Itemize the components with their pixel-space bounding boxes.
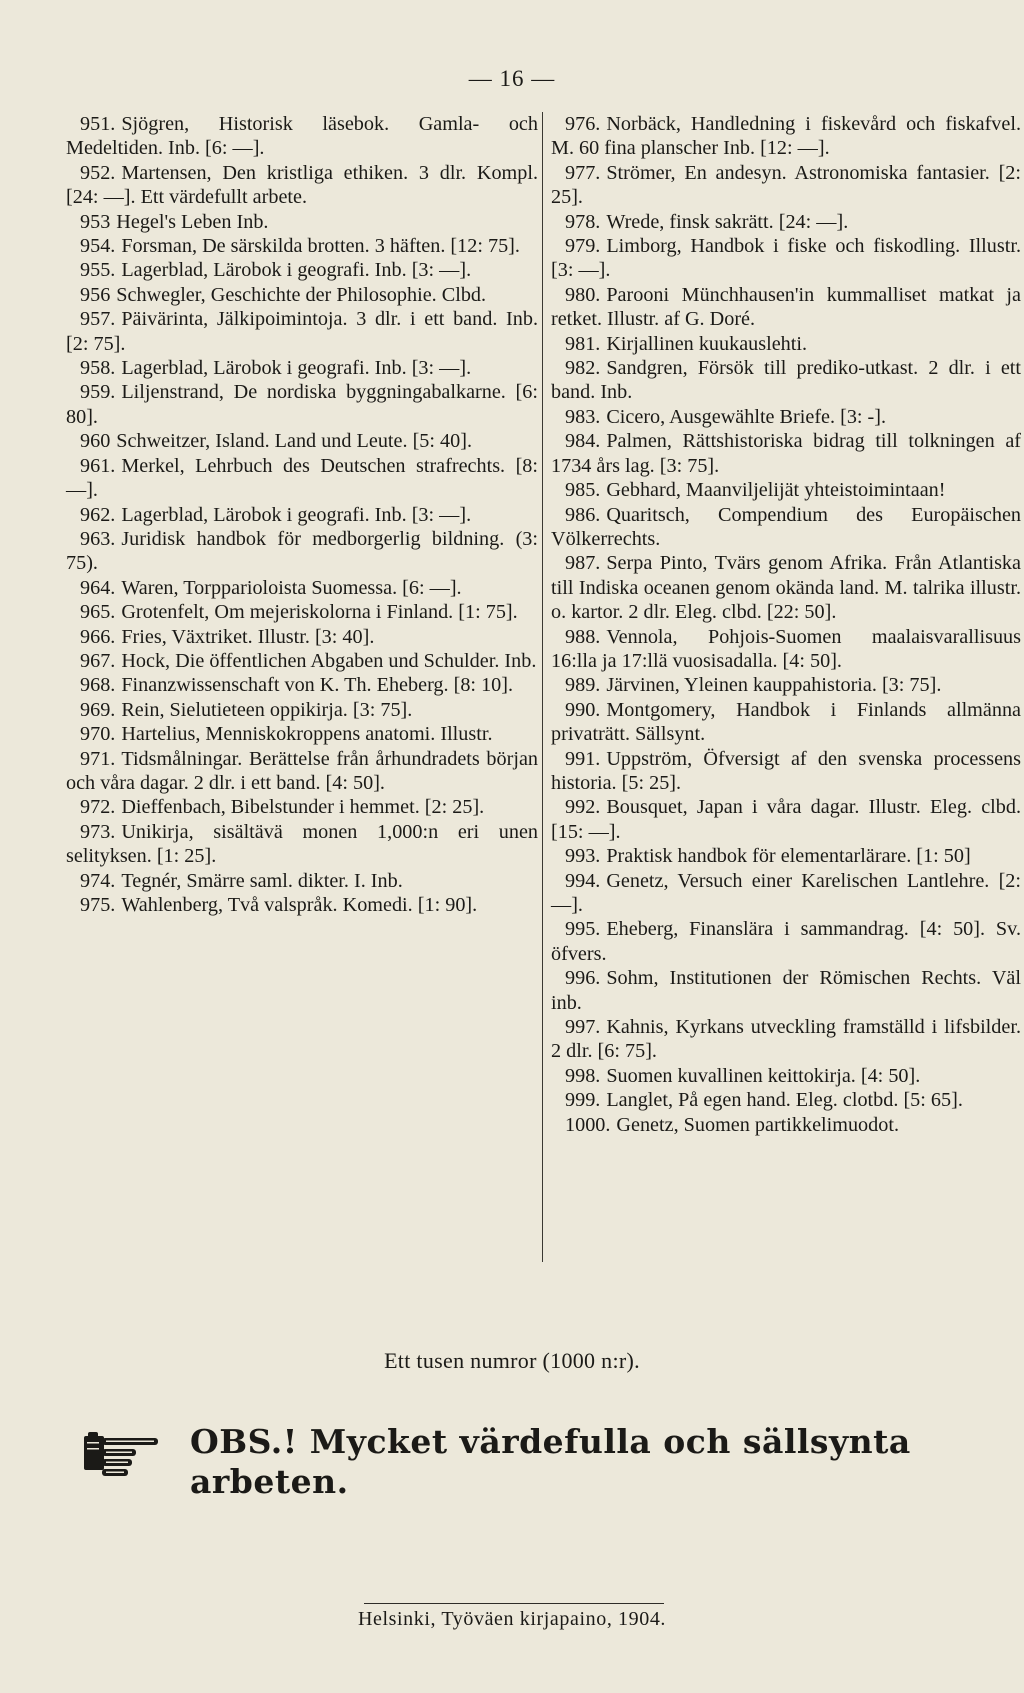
right-column bbox=[551, 112, 1021, 1137]
entry-text: Praktisk handbok för elementarlärare. [1: 50] bbox=[606, 845, 971, 868]
entry-number: 986. bbox=[565, 503, 601, 526]
entry-text: Grotenfelt, Om mejeriskolorna i Finland. [1: 75]. bbox=[121, 601, 518, 624]
entry-text: Limborg, Handbok i fiske och fiskodling. Illustr. [3: —]. bbox=[551, 235, 1021, 282]
catalog-entry bbox=[551, 869, 1021, 918]
entry-text: Uppström, Öfversigt af den svenska processens historia. [5: 25]. bbox=[551, 747, 1021, 794]
catalog-entry bbox=[66, 380, 538, 429]
catalog-entry bbox=[551, 966, 1021, 1015]
entry-number: 982. bbox=[565, 357, 601, 380]
catalog-entry bbox=[66, 747, 538, 796]
catalog-entry bbox=[66, 600, 538, 624]
entry-text: Lagerblad, Lärobok i geografi. Inb. [3: —]. bbox=[121, 259, 472, 282]
entry-number: 958. bbox=[80, 357, 116, 380]
entry-number: 957. bbox=[80, 308, 116, 331]
entry-number: 960 bbox=[80, 430, 111, 453]
entry-text: Quaritsch, Compendium des Europäischen Völkerrechts. bbox=[551, 503, 1021, 550]
catalog-entry bbox=[551, 234, 1021, 283]
entry-number: 999. bbox=[565, 1089, 601, 1112]
entry-text: Lagerblad, Lärobok i geografi. Inb. [3: —]. bbox=[121, 503, 472, 526]
left-column bbox=[66, 112, 538, 917]
entry-text: Tidsmålningar. Berättelse från århundradets början och våra dagar. 2 dlr. i ett band. [4: 50]. bbox=[66, 747, 538, 794]
entry-number: 968. bbox=[80, 674, 116, 697]
entry-number: 959. bbox=[80, 381, 116, 404]
catalog-entry bbox=[551, 283, 1021, 332]
entry-text: Eheberg, Finanslära i sammandrag. [4: 50]. Sv. öfvers. bbox=[551, 918, 1021, 965]
entry-number: 963. bbox=[80, 527, 116, 550]
catalog-entry bbox=[66, 820, 538, 869]
entry-text: Suomen kuvallinen keittokirja. [4: 50]. bbox=[606, 1064, 921, 1087]
entry-number: 974. bbox=[80, 869, 116, 892]
catalog-entry bbox=[551, 917, 1021, 966]
entry-number: 971. bbox=[80, 747, 116, 770]
entry-number: 1000. bbox=[565, 1113, 611, 1136]
entry-number: 989. bbox=[565, 674, 601, 697]
catalog-summary: Ett tusen numror (1000 n:r). bbox=[384, 1348, 640, 1373]
entry-text: Serpa Pinto, Tvärs genom Afrika. Från Atlantiska till Indiska oceanen genom okända land. M. talrika illustr. o. kartor. 2 dlr. Eleg. clbd. [22: 50]. bbox=[551, 552, 1021, 624]
entry-number: 965. bbox=[80, 601, 116, 624]
entry-number: 976. bbox=[565, 113, 601, 135]
entry-number: 998. bbox=[565, 1064, 601, 1087]
catalog-entry bbox=[551, 356, 1021, 405]
catalog-entry bbox=[551, 210, 1021, 234]
entry-number: 993. bbox=[565, 845, 601, 868]
entry-text: Dieffenbach, Bibelstunder i hemmet. [2: 25]. bbox=[121, 796, 485, 819]
entry-text: Sohm, Institutionen der Römischen Rechts. Väl inb. bbox=[551, 967, 1021, 1014]
catalog-entry bbox=[551, 795, 1021, 844]
entry-text: Schweitzer, Island. Land und Leute. [5: 40]. bbox=[116, 430, 473, 453]
entry-text: Genetz, Suomen partikkelimuodot. bbox=[616, 1113, 899, 1136]
entry-text: Kahnis, Kyrkans utveckling framställd i lifsbilder. 2 dlr. [6: 75]. bbox=[551, 1016, 1021, 1063]
catalog-entry bbox=[551, 551, 1021, 624]
notice-text: OBS.! Mycket värdefulla och sällsynta arbeten. bbox=[190, 1422, 911, 1501]
catalog-entry bbox=[551, 112, 1021, 161]
entry-text: Bousquet, Japan i våra dagar. Illustr. Eleg. clbd. [15: —]. bbox=[551, 796, 1021, 843]
entry-number: 966. bbox=[80, 625, 116, 648]
entry-number: 951. bbox=[80, 113, 116, 135]
entry-number: 973. bbox=[80, 820, 116, 843]
entry-text: Parooni Münchhausen'in kummalliset matkat ja retket. Illustr. af G. Doré. bbox=[551, 283, 1021, 331]
catalog-columns bbox=[66, 112, 1021, 1272]
catalog-entry bbox=[551, 332, 1021, 356]
entry-text: Hegel's Leben Inb. bbox=[116, 210, 269, 233]
catalog-entry bbox=[66, 234, 538, 258]
catalog-entry bbox=[66, 356, 538, 380]
entry-number: 978. bbox=[565, 210, 601, 233]
entry-number: 988. bbox=[565, 625, 601, 648]
catalog-entry bbox=[66, 429, 538, 453]
entry-number: 953 bbox=[80, 210, 111, 233]
entry-text: Juridisk handbok för medborgerlig bildning. (3: 75). bbox=[66, 527, 538, 575]
printer-imprint: Helsinki, Työväen kirjapaino, 1904. bbox=[357, 1608, 667, 1630]
catalog-entry bbox=[66, 893, 538, 917]
entry-number: 987. bbox=[565, 552, 601, 575]
entry-text: Liljenstrand, De nordiska byggningabalkarne. [6: 80]. bbox=[66, 381, 538, 428]
catalog-entry bbox=[66, 722, 538, 746]
catalog-entry bbox=[66, 161, 538, 210]
entry-text: Hock, Die öffentlichen Abgaben und Schulder. Inb. bbox=[121, 649, 537, 672]
entry-number: 983. bbox=[565, 405, 601, 428]
catalog-entry bbox=[66, 869, 538, 893]
entry-text: Vennola, Pohjois-Suomen maalaisvarallisuus 16:lla ja 17:llä vuosisadalla. [4: 50]. bbox=[551, 625, 1021, 672]
entry-number: 997. bbox=[565, 1016, 601, 1039]
notice-block bbox=[84, 1422, 1014, 1542]
entry-number: 964. bbox=[80, 576, 116, 599]
catalog-entry bbox=[66, 576, 538, 600]
entry-number: 975. bbox=[80, 894, 116, 916]
catalog-entry bbox=[66, 454, 538, 503]
entry-text: Finanzwissenschaft von K. Th. Eheberg. [8: 10]. bbox=[121, 674, 514, 697]
column-divider bbox=[542, 112, 543, 1262]
catalog-entry bbox=[551, 1088, 1021, 1112]
entry-number: 977. bbox=[565, 161, 601, 184]
entry-number: 972. bbox=[80, 796, 116, 819]
entry-number: 980. bbox=[565, 283, 601, 306]
catalog-entry bbox=[551, 625, 1021, 674]
entry-text: Waren, Torpparioloista Suomessa. [6: —]. bbox=[121, 576, 462, 599]
entry-number: 979. bbox=[565, 235, 601, 258]
entry-text: Sandgren, Försök till prediko-utkast. 2 dlr. i ett band. Inb. bbox=[551, 357, 1021, 404]
imprint-rule bbox=[364, 1603, 664, 1604]
entry-text: Norbäck, Handledning i fiskevård och fiskafvel. M. 60 fina planscher Inb. [12: —]. bbox=[551, 113, 1021, 160]
entry-number: 969. bbox=[80, 698, 116, 721]
entry-number: 954. bbox=[80, 235, 116, 258]
catalog-entry bbox=[66, 258, 538, 282]
entry-number: 970. bbox=[80, 723, 116, 746]
catalog-entry bbox=[551, 698, 1021, 747]
catalog-entry bbox=[551, 844, 1021, 868]
entry-number: 985. bbox=[565, 479, 601, 502]
catalog-entry bbox=[66, 283, 538, 307]
entry-number: 962. bbox=[80, 503, 116, 526]
entry-number: 996. bbox=[565, 967, 601, 990]
entry-text: Unikirja, sisältävä monen 1,000:n eri unen selityksen. [1: 25]. bbox=[66, 820, 538, 868]
entry-text: Fries, Växtriket. Illustr. [3: 40]. bbox=[121, 625, 375, 648]
entry-number: 967. bbox=[80, 649, 116, 672]
entry-number: 991. bbox=[565, 747, 601, 770]
entry-number: 956 bbox=[80, 283, 111, 306]
page-number: — 16 — bbox=[468, 66, 556, 91]
catalog-entry bbox=[551, 673, 1021, 697]
entry-text: Merkel, Lehrbuch des Deutschen strafrechts. [8: —]. bbox=[66, 454, 538, 502]
entry-text: Gebhard, Maanviljelijät yhteistoimintaan! bbox=[606, 479, 946, 502]
entry-number: 990. bbox=[565, 698, 601, 721]
catalog-entry bbox=[551, 478, 1021, 502]
entry-text: Schwegler, Geschichte der Philosophie. Clbd. bbox=[116, 283, 487, 306]
catalog-entry bbox=[551, 429, 1021, 478]
entry-number: 984. bbox=[565, 430, 601, 453]
entry-text: Wrede, finsk sakrätt. [24: —]. bbox=[606, 210, 849, 233]
catalog-entry bbox=[66, 698, 538, 722]
catalog-entry bbox=[66, 795, 538, 819]
catalog-entry bbox=[66, 649, 538, 673]
entry-text: Genetz, Versuch einer Karelischen Lantlehre. [2: —]. bbox=[551, 869, 1021, 916]
catalog-entry bbox=[551, 747, 1021, 796]
catalog-entry bbox=[66, 625, 538, 649]
catalog-entry bbox=[66, 527, 538, 576]
catalog-entry bbox=[551, 1015, 1021, 1064]
entry-text: Wahlenberg, Två valspråk. Komedi. [1: 90]. bbox=[121, 894, 478, 916]
entry-number: 961. bbox=[80, 454, 116, 477]
entry-text: Langlet, På egen hand. Eleg. clotbd. [5: 65]. bbox=[606, 1089, 963, 1112]
catalog-entry bbox=[66, 210, 538, 234]
catalog-entry bbox=[66, 307, 538, 356]
entry-text: Hartelius, Menniskokroppens anatomi. Illustr. bbox=[121, 723, 493, 746]
entry-number: 955. bbox=[80, 259, 116, 282]
entry-text: Strömer, En andesyn. Astronomiska fantasier. [2: 25]. bbox=[551, 161, 1021, 209]
entry-text: Järvinen, Yleinen kauppahistoria. [3: 75]. bbox=[606, 674, 942, 697]
entry-text: Kirjallinen kuukauslehti. bbox=[606, 332, 808, 355]
catalog-entry bbox=[551, 161, 1021, 210]
entry-text: Forsman, De särskilda brotten. 3 häften. [12: 75]. bbox=[121, 235, 520, 258]
entry-number: 952. bbox=[80, 161, 116, 184]
catalog-entry bbox=[66, 503, 538, 527]
entry-number: 995. bbox=[565, 918, 601, 941]
entry-number: 992. bbox=[565, 796, 601, 819]
catalog-entry bbox=[551, 503, 1021, 552]
catalog-entry bbox=[551, 1113, 1021, 1137]
pointing-hand-icon bbox=[84, 1430, 160, 1484]
entry-text: Martensen, Den kristliga ethiken. 3 dlr. Kompl. [24: —]. Ett värdefullt arbete. bbox=[66, 161, 538, 209]
entry-text: Sjögren, Historisk läsebok. Gamla- och Medeltiden. Inb. [6: —]. bbox=[66, 113, 538, 160]
catalog-entry bbox=[66, 112, 538, 161]
entry-number: 994. bbox=[565, 869, 601, 892]
catalog-entry bbox=[66, 673, 538, 697]
catalog-entry bbox=[551, 405, 1021, 429]
entry-text: Päivärinta, Jälkipoimintoja. 3 dlr. i ett band. Inb. [2: 75]. bbox=[66, 308, 538, 355]
entry-text: Lagerblad, Lärobok i geografi. Inb. [3: —]. bbox=[121, 357, 472, 380]
catalog-entry bbox=[551, 1064, 1021, 1088]
entry-text: Rein, Sielutieteen oppikirja. [3: 75]. bbox=[121, 698, 413, 721]
entry-text: Cicero, Ausgewählte Briefe. [3: -]. bbox=[606, 405, 887, 428]
entry-number: 981. bbox=[565, 332, 601, 355]
entry-text: Montgomery, Handbok i Finlands allmänna privaträtt. Sällsynt. bbox=[551, 698, 1021, 746]
entry-text: Palmen, Rättshistoriska bidrag till tolkningen af 1734 års lag. [3: 75]. bbox=[551, 430, 1021, 477]
entry-text: Tegnér, Smärre saml. dikter. I. Inb. bbox=[121, 869, 403, 892]
